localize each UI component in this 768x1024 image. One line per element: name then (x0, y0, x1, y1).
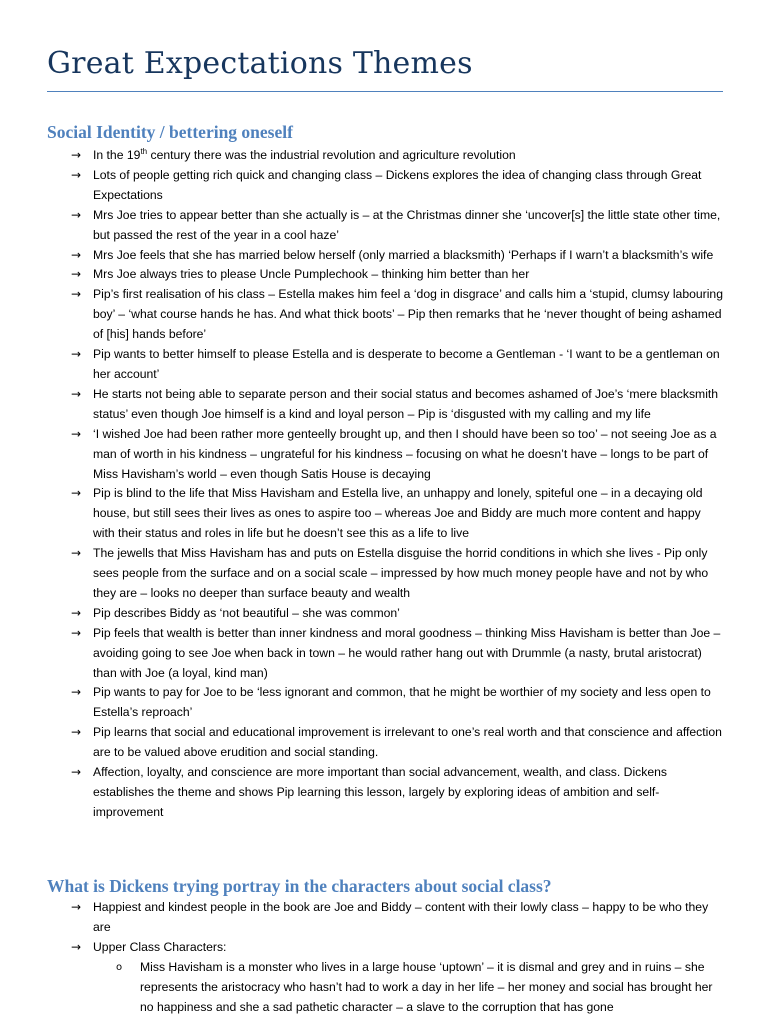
list-item (0, 723, 723, 763)
arrow-bullet-icon: → (71, 725, 82, 740)
arrow-bullet-icon: → (71, 148, 82, 162)
social-identity-list (0, 146, 723, 823)
arrow-bullet-icon: → (71, 267, 82, 282)
list-item (0, 544, 723, 604)
section-heading-social-class: What is Dickens trying portray in the characters about social class? (47, 876, 552, 896)
arrow-bullet-icon: → (71, 625, 82, 640)
list-item (0, 604, 723, 624)
arrow-bullet-icon: → (71, 939, 82, 954)
section-heading-social-identity: Social Identity / bettering oneself (47, 122, 293, 142)
list-item-text: Mrs Joe tries to appear better than she actually is – at the Christmas dinner she ‘uncover[s] the little state other time, but passed the rest of the year in a cool haze’ (93, 207, 721, 242)
ordinal-suffix: th (140, 146, 148, 156)
list-item-text: Happiest and kindest people in the book are Joe and Biddy – content with their lowly class – happy to be who they are (93, 900, 709, 934)
social-class-list (0, 898, 723, 1017)
list-item-text: ‘I wished Joe had been rather more genteelly brought up, and then I should have been so too’ – not seeing Joe as a man of worth in his kindness – ungrateful for his kindness – focusing on what he doesn’t have – longs to be part of Miss Havisham’s world – even though Satis House is decaying (93, 426, 717, 481)
list-item-text: Pip wants to better himself to please Estella and is desperate to become a Gentleman - ‘I want to be a gentleman on her account’ (93, 347, 720, 381)
document-title: Great Expectations Themes (47, 46, 473, 81)
list-item (0, 345, 723, 385)
arrow-bullet-icon: → (71, 900, 82, 914)
list-item-text: Pip is blind to the life that Miss Havisham and Estella live, an unhappy and lonely, spiteful one – in a decaying old house, but still sees their lives as ones to aspire too – whereas Joe and Biddy are much more content and happy with their status and roles in life but he doesn’t see this as a life to live (93, 486, 703, 541)
list-item (0, 938, 723, 1018)
list-item-text: Pip describes Biddy as ‘not beautiful – she was common’ (93, 605, 400, 620)
list-item (0, 385, 723, 425)
arrow-bullet-icon: → (71, 605, 82, 620)
list-item (0, 898, 723, 938)
list-item-text: Pip feels that wealth is better than inner kindness and moral goodness – thinking Miss Havisham is better than Joe – avoiding going to see Joe when back in town – he would rather hang out with Drummle (a nasty, brutal aristocrat) than with Joe (a loyal, kind man) (93, 625, 721, 680)
arrow-bullet-icon: → (71, 207, 82, 222)
circle-bullet-icon: o (116, 961, 123, 973)
list-item (0, 246, 723, 266)
list-item (0, 425, 723, 485)
upper-class-sublist (93, 958, 723, 1018)
arrow-bullet-icon: → (71, 386, 82, 401)
arrow-bullet-icon: → (71, 426, 82, 441)
arrow-bullet-icon: → (71, 546, 82, 561)
list-item (0, 146, 723, 166)
list-item-text: In the 19 (93, 148, 141, 162)
list-item (0, 265, 723, 285)
list-item-text: Mrs Joe feels that she has married below herself (only married a blacksmith) ‘Perhaps if I warn’t a blacksmith’s wife (93, 247, 714, 262)
list-item (0, 206, 723, 246)
list-item (0, 763, 723, 823)
list-item-text: He starts not being able to separate person and their social status and becomes ashamed of Joe’s ‘mere blacksmith status’ even though Joe himself is a kind and loyal person – Pip is ‘disgusted with my calling and my life (93, 386, 719, 421)
list-item-text: Pip learns that social and educational improvement is irrelevant to one’s real worth and that conscience and affection are to be valued above erudition and social standing. (93, 725, 722, 760)
arrow-bullet-icon: → (71, 486, 82, 501)
list-item (0, 683, 723, 723)
list-item (0, 285, 723, 345)
list-item-text: Pip’s first realisation of his class – Estella makes him feel a ‘dog in disgrace’ and calls him a ‘stupid, clumsy labouring boy’ – ‘what course hands he has. And what thick boots’ – Pip then remarks that he ‘never thought of being ashamed of [his] hands before’ (93, 287, 723, 342)
title-underline (47, 91, 723, 92)
list-item-text: Pip wants to pay for Joe to be ‘less ignorant and common, that he might be worthier of my society and less open to Estella’s reproach’ (93, 685, 711, 720)
list-item-text: century there was the industrial revolution and agriculture revolution (147, 148, 516, 162)
sub-list-item (93, 958, 723, 1018)
arrow-bullet-icon: → (71, 167, 82, 182)
list-item (0, 624, 723, 684)
arrow-bullet-icon: → (71, 765, 82, 780)
arrow-bullet-icon: → (71, 287, 82, 302)
arrow-bullet-icon: → (71, 247, 82, 262)
list-item-text: Upper Class Characters: (93, 939, 227, 954)
list-item (0, 166, 723, 206)
list-item-text: The jewells that Miss Havisham has and puts on Estella disguise the horrid conditions in which she lives - Pip only sees people from the surface and on a social scale – impressed by how much money people have and not by who they are – looks no deeper than surface beauty and wealth (93, 546, 709, 600)
list-item-text: Lots of people getting rich quick and changing class – Dickens explores the idea of changing class through Great Expectations (93, 167, 702, 202)
sub-list-item-text: Miss Havisham is a monster who lives in a large house ‘uptown’ – it is dismal and grey and in ruins – she represents the aristocracy who hasn’t had to work a day in her life – her money and social has brought her no happiness and she a sad pathetic character – a slave to the corruption that has gone (140, 959, 713, 1014)
arrow-bullet-icon: → (71, 347, 82, 362)
arrow-bullet-icon: → (71, 685, 82, 700)
list-item (0, 484, 723, 544)
list-item-text: Mrs Joe always tries to please Uncle Pumplechook – thinking him better than her (93, 267, 530, 282)
list-item-text: Affection, loyalty, and conscience are more important than social advancement, wealth, and class. Dickens establishes the theme and shows Pip learning this lesson, largely by exploring ideas of ambition and self-improvement (93, 765, 668, 819)
